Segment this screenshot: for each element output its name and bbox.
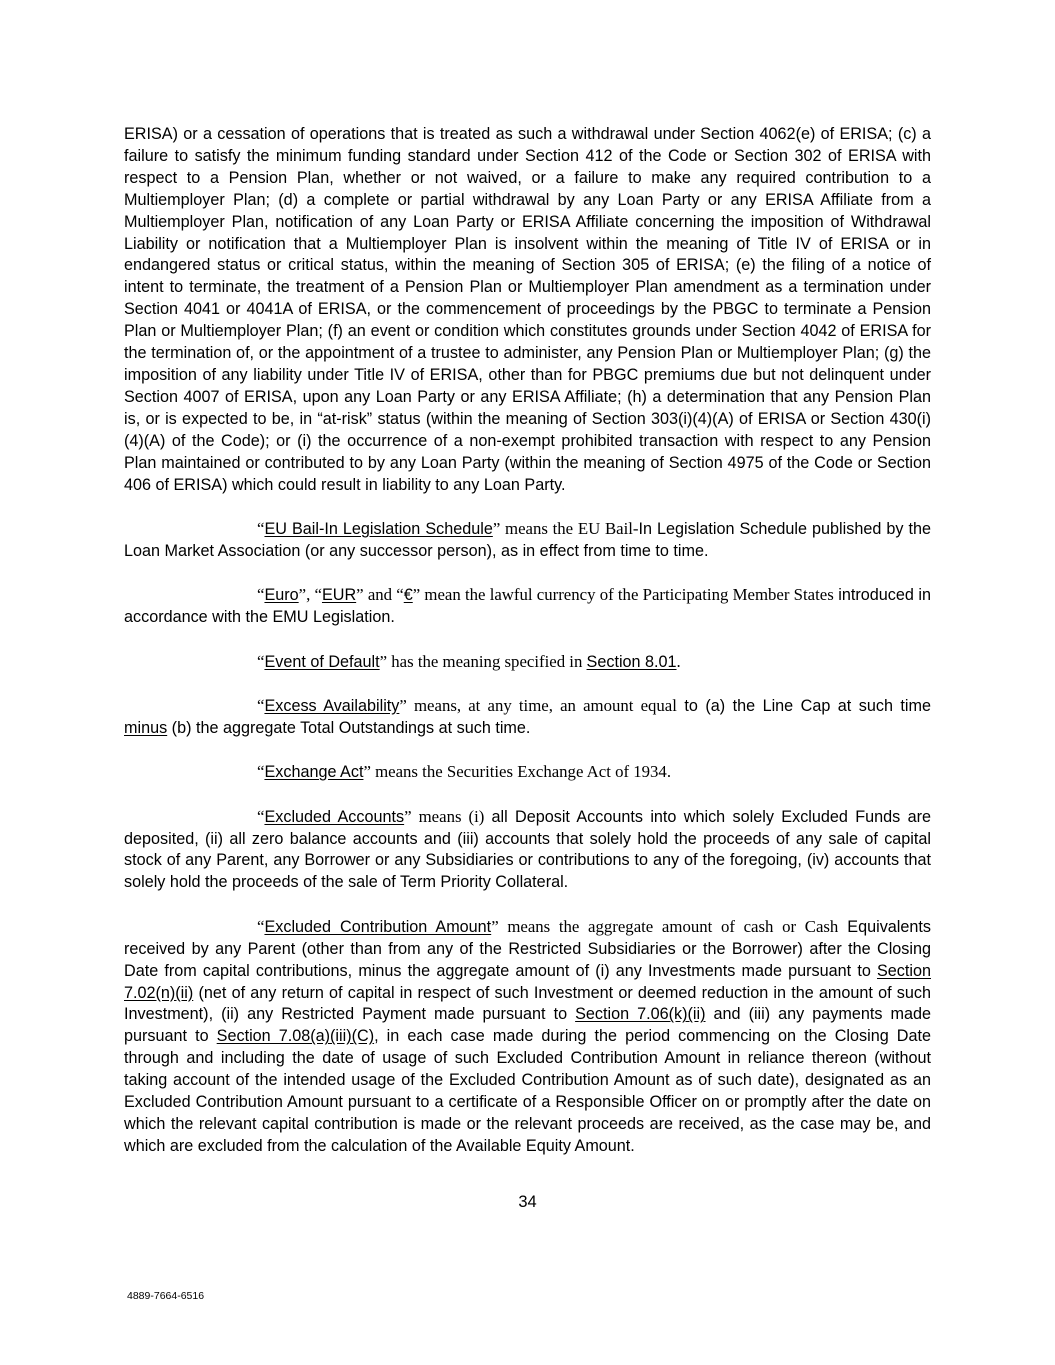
definition-connector: ” mean the lawful currency of the Participating Member States	[412, 585, 834, 605]
open-quote: “	[257, 916, 265, 936]
definition-end: .	[676, 651, 681, 671]
definition-euro	[124, 584, 931, 629]
defined-term: EU Bail-In Legislation Schedule	[264, 519, 493, 538]
section-reference: Section 7.06(k)(ii)	[575, 1005, 706, 1024]
open-quote: “	[257, 762, 265, 782]
definition-text: In Legislation Schedule published by the Loan Market Association (or any successor person), as in effect from time to time.	[124, 519, 931, 560]
erisa-event-continuation-paragraph: ERISA) or a cessation of operations that is treated as such a withdrawal under Section 4062(e) of ERISA; (c) a failure to satisfy the minimum funding standard under Section 412 of the Code or Section 302 of ERISA with respect to a Pension Plan, whether or not waived, or a failure to make any required contribution to a Multiemployer Plan; (d) a complete or partial withdrawal by any Loan Party or any ERISA Affiliate from a Multiemployer Plan, notification of any Loan Party or ERISA Affiliate concerning the imposition of Withdrawal Liability or notification that a Multiemployer Plan is insolvent within the meaning of Title IV of ERISA or in endangered status or critical status, within the meaning of Section 305 of ERISA; (e) the filing of a notice of intent to terminate, the treatment of a Pension Plan or Multiemployer Plan amendment as a termination under Section 4041 or 4041A of ERISA, or the commencement of proceedings by the PBGC to terminate a Pension Plan or Multiemployer Plan; (f) an event or condition which constitutes grounds under Section 4042 of ERISA for the termination of, or the appointment of a trustee to administer, any Pension Plan or Multiemployer Plan; (g) the imposition of any liability under Title IV of ERISA, other than for PBGC premiums due but not delinquent under Section 4007 of ERISA, upon any Loan Party or any ERISA Affiliate; (h) a determination that any Pension Plan is, or is expected to be, in “at-risk” status (within the meaning of Section 303(i)(4)(A) of ERISA or Section 430(i)(4)(A) of the Code); or (i) the occurrence of a non-exempt prohibited transaction with respect to any Pension Plan maintained or contributed to by any Loan Party (within the meaning of Section 4975 of the Code or Section 406 of ERISA) which could result in liability to any Loan Party.	[124, 125, 931, 494]
document-id: 4889-7664-6516	[127, 1290, 205, 1302]
defined-term: EUR	[321, 586, 357, 605]
defined-term: Event of Default	[264, 652, 380, 671]
definition-connector: ” means the EU Bail-	[492, 518, 639, 538]
defined-term: Euro	[264, 586, 299, 605]
definition-excess-availability	[124, 695, 931, 740]
definition-event-of-default	[124, 651, 931, 674]
definition-text: (net of any return of capital in respect of such Investment or deemed reduction in the amount of such Investment), (ii) any Restricted Payment made pursuant to	[124, 983, 931, 1024]
definition-connector: ” has the meaning specified in	[379, 651, 587, 671]
open-quote: “	[257, 695, 265, 715]
definition-text: all Deposit Accounts into which solely Excluded Funds are deposited, (ii) all zero balance accounts and (iii) accounts that solely hold the proceeds of any sale of capital stock of any Parent, any Borrower or any Subsidiaries or contributions to any of the foregoing, (iv) accounts that solely hold the proceeds of the sale of Term Priority Collateral.	[124, 807, 932, 892]
defined-term: Excess Availability	[264, 696, 400, 715]
definition-connector: ” means, at any time, an amount equal	[399, 695, 677, 715]
emphasized-word: minus	[124, 718, 168, 737]
defined-term: Exchange Act	[264, 763, 364, 782]
definition-excluded-contribution-amount	[124, 916, 931, 1158]
definition-excluded-accounts	[124, 806, 931, 895]
definition-text: , in each case made during the period commencing on the Closing Date through and including the date of usage of such Excluded Contribution Amount in reliance thereon (without taking account of the intended usage of the Excluded Contribution Amount as of such date), designated as an Excluded Contribution Amount pursuant to a certificate of a Responsible Officer on or promptly after the date on which the relevant capital contribution is made or the relevant proceeds are received, as the case may be, and which are excluded from the calculation of the Available Equity Amount.	[124, 1027, 931, 1155]
section-reference: Section 8.01	[586, 652, 677, 671]
section-reference: Section 7.02(n)(ii)	[124, 961, 931, 1002]
defined-term: Excluded Contribution Amount	[264, 917, 492, 936]
page-number: 34	[518, 1193, 537, 1211]
term-separator: ”, “	[298, 585, 322, 605]
open-quote: “	[257, 518, 265, 538]
defined-term: €	[403, 586, 413, 605]
open-quote: “	[257, 585, 265, 605]
definition-exchange-act	[124, 761, 931, 784]
term-separator: ” and “	[356, 585, 404, 605]
definition-text: (b) the aggregate Total Outstandings at such time.	[167, 718, 531, 737]
definition-text: ” means the Securities Exchange Act of 1934.	[363, 762, 672, 782]
defined-term: Excluded Accounts	[264, 807, 405, 826]
definition-connector: ” means the aggregate amount of cash or Cash	[491, 916, 839, 936]
document-body	[124, 124, 931, 1179]
definition-connector: ” means (i)	[404, 806, 492, 826]
definition-eu-bail-in-legislation-schedule	[124, 518, 931, 563]
open-quote: “	[257, 651, 265, 671]
open-quote: “	[257, 806, 265, 826]
definition-text: to (a) the Line Cap at such time	[676, 696, 931, 715]
definition-text: and (iii) any payments made pursuant to	[124, 1005, 931, 1046]
definition-text: Equivalents received by any Parent (other than from any of the Restricted Subsidiaries or the Borrower) after the Closing Date from capital contributions, minus the aggregate amount of (i) any Investments made pursuant to	[124, 917, 931, 980]
definition-text: introduced in accordance with the EMU Legislation.	[124, 586, 931, 627]
section-reference: Section 7.08(a)(iii)(C)	[216, 1027, 375, 1046]
